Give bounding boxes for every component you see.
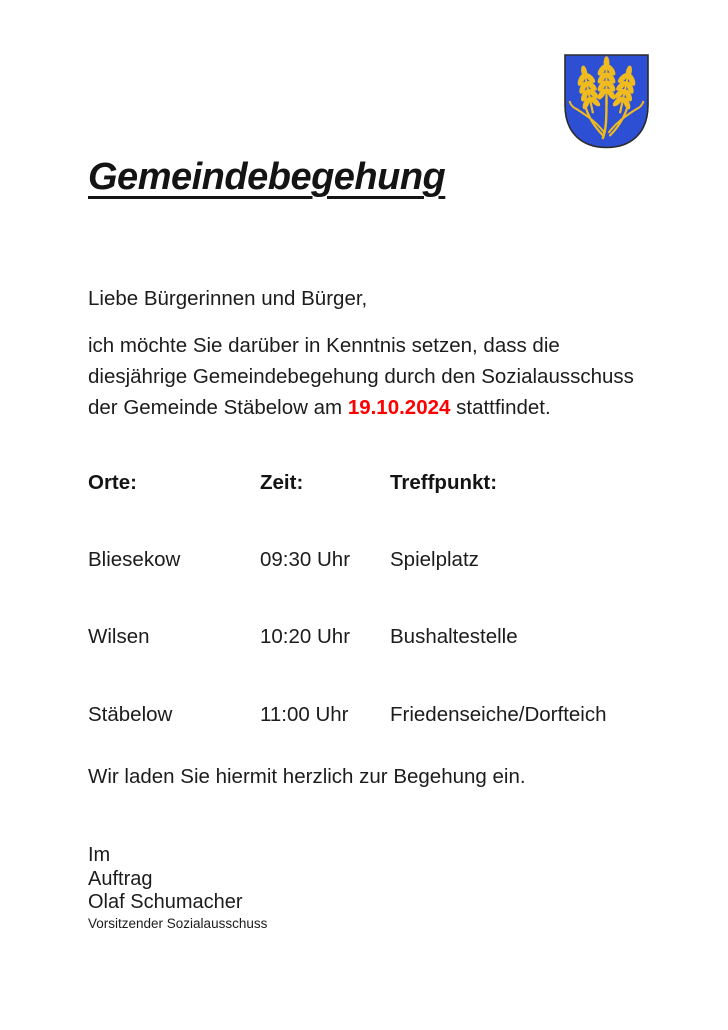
intro-line-3-before: der Gemeinde Stäbelow am <box>88 396 348 419</box>
intro-line-3 <box>88 392 688 423</box>
column-header-zeit: Zeit: <box>260 471 304 494</box>
signature-line-1: Im <box>88 844 111 866</box>
cell-treffpunkt: Friedenseiche/Dorfteich <box>390 703 607 726</box>
column-header-orte: Orte: <box>88 471 137 494</box>
event-date: 19.10.2024 <box>347 396 451 419</box>
schedule-header-row <box>88 467 688 498</box>
cell-treffpunkt: Spielplatz <box>390 548 479 571</box>
column-header-treffpunkt: Treffpunkt: <box>390 471 498 494</box>
schedule-row <box>88 544 688 575</box>
coat-of-arms <box>562 53 651 150</box>
cell-ort: Bliesekow <box>88 548 181 571</box>
intro-line-3-after: stattfindet. <box>450 396 551 419</box>
signature-block <box>88 844 267 933</box>
closing-line: Wir laden Sie hiermit herzlich zur Begehung ein. <box>88 765 526 788</box>
cell-ort: Stäbelow <box>88 703 173 726</box>
signature-line-2: Auftrag <box>88 867 153 890</box>
cell-treffpunkt: Bushaltestelle <box>390 625 518 648</box>
signature-name: Olaf Schumacher <box>88 891 243 913</box>
intro-paragraph <box>88 330 688 423</box>
cell-zeit: 11:00 Uhr <box>260 703 349 726</box>
cell-zeit: 09:30 Uhr <box>260 548 351 571</box>
cell-zeit: 10:20 Uhr <box>260 625 351 648</box>
schedule-row <box>88 699 688 730</box>
wheat-ears-shield-icon <box>562 53 651 150</box>
greeting-line: Liebe Bürgerinnen und Bürger, <box>88 287 368 310</box>
intro-line-1: ich möchte Sie darüber in Kenntnis setzen, dass die <box>88 334 560 357</box>
intro-line-2: diesjährige Gemeindebegehung durch den Sozialausschuss <box>88 365 634 388</box>
schedule-row <box>88 621 688 652</box>
signature-role: Vorsitzender Sozialausschuss <box>88 915 268 931</box>
page-title: Gemeindebegehung <box>88 156 446 198</box>
cell-ort: Wilsen <box>88 625 150 648</box>
